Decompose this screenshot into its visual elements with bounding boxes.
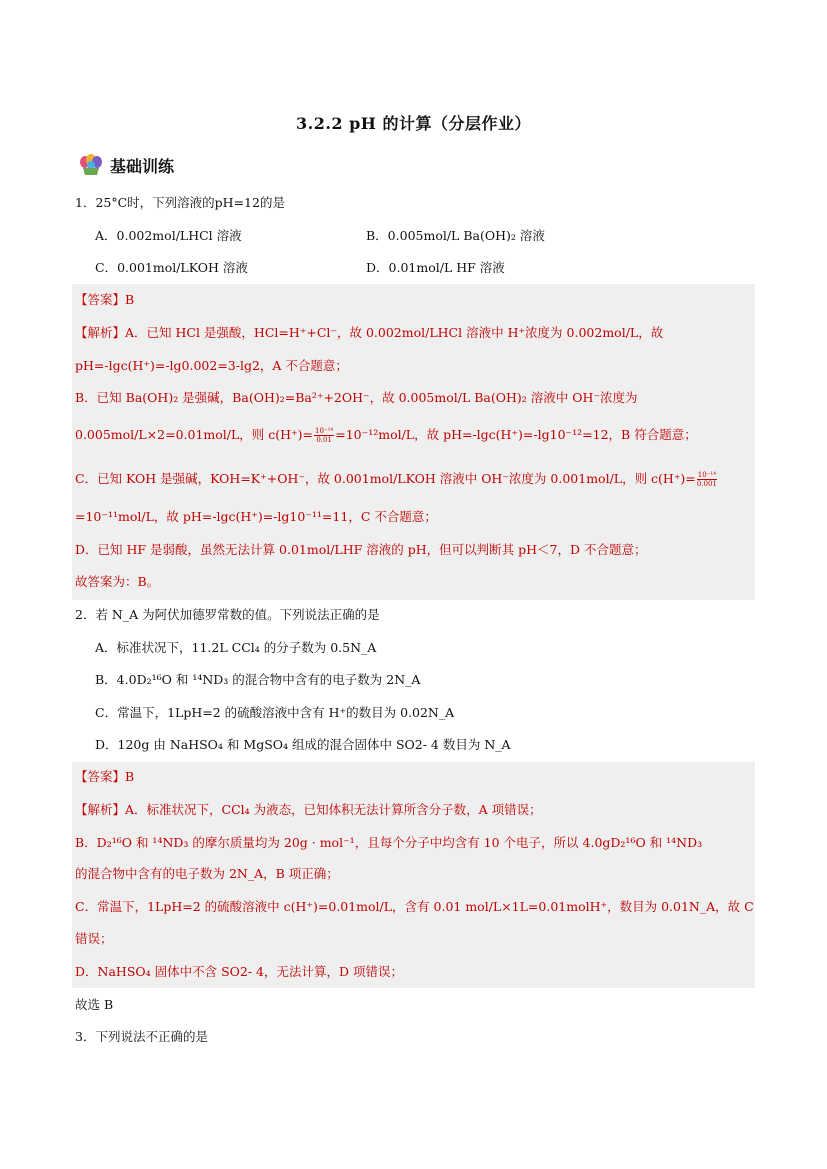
question-2-option-a: A．标准状况下，11.2L CCl₄ 的分子数为 0.5N_A bbox=[95, 640, 377, 655]
section-header bbox=[78, 152, 174, 178]
question-1-analysis-line: 【解析】A．已知 HCl 是强酸，HCl=H⁺+Cl⁻，故 0.002mol/LHCl 溶液中 H⁺浓度为 0.002mol/L，故 bbox=[75, 325, 664, 340]
question-1-option-b: B．0.005mol/L Ba(OH)₂ 溶液 bbox=[366, 228, 545, 243]
fraction-numerator: 10⁻¹⁴ bbox=[697, 471, 717, 479]
question-2-analysis-line: C．常温下，1LpH=2 的硫酸溶液中 c(H⁺)=0.01mol/L，含有 0.01 mol/L×1L=0.01molH⁺，数目为 0.01N_A，故 C bbox=[75, 899, 754, 914]
question-1-option-a: A．0.002mol/LHCl 溶液 bbox=[95, 228, 242, 243]
analysis-text: =10⁻¹²mol/L，故 pH=-lgc(H⁺)=-lg10⁻¹²=12，B 符合题意； bbox=[335, 427, 697, 442]
analysis-text: 0.005mol/L×2=0.01mol/L，则 c(H⁺)= bbox=[75, 427, 313, 442]
section-title: 基础训练 bbox=[110, 156, 175, 176]
question-1-option-d: D．0.01mol/L HF 溶液 bbox=[366, 260, 505, 275]
question-2-conclusion: 故选 B bbox=[75, 997, 114, 1012]
question-1-analysis-line: pH=-lgc(H⁺)=-lg0.002=3-lg2，A 不合题意； bbox=[75, 358, 348, 373]
fraction-denominator: 0.001 bbox=[696, 480, 717, 488]
question-2-analysis-line: 错误； bbox=[75, 931, 113, 946]
question-1-answer: 【答案】B bbox=[75, 292, 135, 307]
question-1-stem: 1．25°C时，下列溶液的pH=12的是 bbox=[75, 195, 285, 210]
question-1-analysis-line bbox=[75, 470, 718, 488]
question-3-stem: 3．下列说法不正确的是 bbox=[75, 1029, 208, 1044]
question-1-option-c: C．0.001mol/LKOH 溶液 bbox=[95, 260, 248, 275]
question-1-analysis-line: =10⁻¹¹mol/L，故 pH=-lgc(H⁺)=-lg10⁻¹¹=11，C 不合题意； bbox=[75, 509, 437, 524]
question-2-option-c: C．常温下，1LpH=2 的硫酸溶液中含有 H⁺的数目为 0.02N_A bbox=[95, 705, 455, 720]
fraction-numerator: 10⁻¹⁴ bbox=[315, 427, 334, 435]
question-2-analysis-line: B．D₂¹⁶O 和 ¹⁴ND₃ 的摩尔质量均为 20g · mol⁻¹，且每个分子中均含有 10 个电子，所以 4.0gD₂¹⁶O 和 ¹⁴ND₃ bbox=[75, 835, 703, 850]
question-1-analysis-line bbox=[75, 426, 697, 444]
question-1-analysis-line: 故答案为：B。 bbox=[75, 574, 160, 589]
flower-pot-icon bbox=[78, 154, 104, 176]
question-2-analysis-line: D．NaHSO₄ 固体中不含 SO2- 4，无法计算，D 项错误； bbox=[75, 964, 403, 979]
fraction bbox=[697, 471, 717, 488]
question-2-analysis-line: 的混合物中含有的电子数为 2N_A，B 项正确； bbox=[75, 866, 339, 881]
question-2-option-b: B．4.0D₂¹⁶O 和 ¹⁴ND₃ 的混合物中含有的电子数为 2N_A bbox=[95, 672, 421, 687]
page-title: 3.2.2 pH 的计算（分层作业） bbox=[296, 114, 531, 133]
question-2-analysis-line: 【解析】A．标准状况下，CCl₄ 为液态，已知体积无法计算所含分子数，A 项错误； bbox=[75, 802, 542, 817]
question-2-option-d: D．120g 由 NaHSO₄ 和 MgSO₄ 组成的混合固体中 SO2- 4 数目为 N_A bbox=[95, 737, 511, 752]
fraction bbox=[314, 427, 334, 444]
question-1-analysis-line: D．已知 HF 是弱酸，虽然无法计算 0.01mol/LHF 溶液的 pH，但可以判断其 pH＜7，D 不合题意； bbox=[75, 542, 647, 557]
question-2-stem: 2．若 N_A 为阿伏加德罗常数的值。下列说法正确的是 bbox=[75, 607, 380, 622]
question-2-answer: 【答案】B bbox=[75, 769, 135, 784]
fraction-denominator: 0.01 bbox=[316, 436, 332, 444]
analysis-text: C．已知 KOH 是强碱，KOH=K⁺+OH⁻，故 0.001mol/LKOH 溶液中 OH⁻浓度为 0.001mol/L，则 c(H⁺)= bbox=[75, 471, 696, 486]
question-1-analysis-line: B．已知 Ba(OH)₂ 是强碱，Ba(OH)₂=Ba²⁺+2OH⁻，故 0.005mol/L Ba(OH)₂ 溶液中 OH⁻浓度为 bbox=[75, 390, 638, 405]
